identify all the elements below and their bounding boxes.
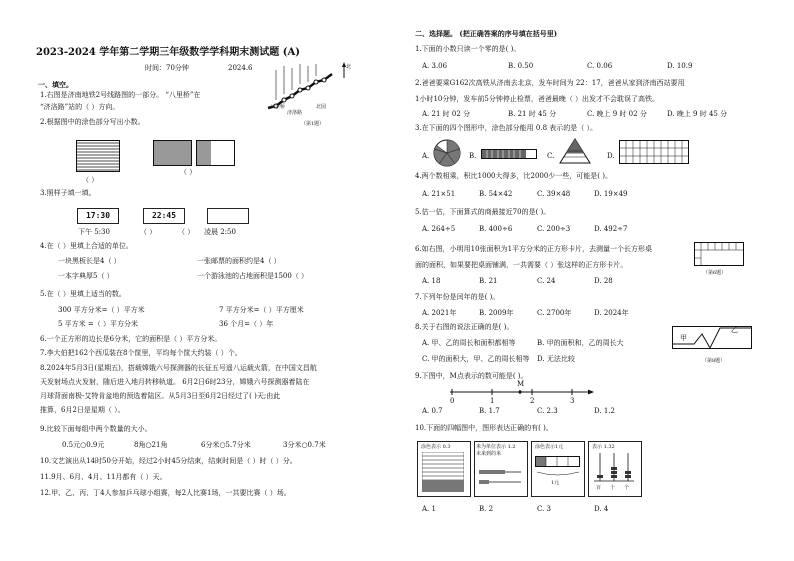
rq9-point-m: M	[517, 380, 525, 388]
rq10-opt-a: A. 1	[422, 505, 436, 513]
rq7-opt-a: A. 2021年	[422, 309, 457, 317]
q8-line4: 推算，6月2日是星期（ ）。	[40, 406, 125, 414]
rq5-opt-c: C. 200÷3	[537, 225, 571, 233]
rq4-opt-b: B. 54×42	[479, 190, 513, 198]
q4-text: 4.在（ ）里填上合适的单位。	[40, 242, 133, 250]
rq10-box-4-label: 表示 1.32	[592, 444, 615, 450]
rq6-opt-d: D. 28	[594, 277, 613, 285]
rq10-box-1-label: 涂色表示 0.3	[421, 444, 451, 450]
q5-item-3: 5 平方米 =（ ）平方分米	[58, 320, 138, 328]
rq1-opt-c: C. 0.06	[587, 62, 613, 70]
q4-item-2: 一张邮票的面积约是4（ ）	[197, 257, 281, 265]
rq10-col-tens: 十	[610, 485, 616, 491]
rq2-opt-c: C. 晚上 9 时 02 分	[587, 110, 647, 118]
q5-item-2: 7 平方分米=（ ）平方厘米	[219, 306, 304, 314]
rq1-opt-b: B. 0.50	[508, 62, 534, 70]
rq8-opt-c: C. 甲的面积大，甲、乙的周长相等	[422, 355, 530, 363]
q7-text: 7.李大伯把162个西瓜装在8个筐里，平均每个筐大约装（ ）个。	[40, 349, 242, 357]
rq9-tick-1: 1	[490, 397, 495, 405]
rq3-bar-figure	[481, 149, 537, 159]
rq4-text: 4.两个数相乘，积比1000大得多，比2000少一些，可能是( )。	[415, 172, 612, 180]
q8-line3: 月球背面南极-艾特肯盆地的预选着陆区。从5月3日至6月2日经过了( )天;由此	[40, 392, 281, 400]
rq5-opt-b: B. 400÷6	[479, 225, 513, 233]
rq10-box-1-strips	[422, 452, 464, 492]
rq6-caption: （第6题）	[703, 270, 727, 276]
rq3-circle-figure	[432, 138, 462, 168]
rq10-box-2-label: 米为单位表示 1.2	[476, 444, 516, 450]
rq8-caption: （第8题）	[702, 358, 726, 364]
map-label-beiyuan: 北园	[316, 104, 327, 110]
q5-item-1: 300 平方分米=（ ）平方米	[58, 306, 145, 314]
rq8-label-yi: 乙	[731, 326, 738, 334]
clock-note-1: 下午 5:30	[78, 228, 110, 236]
q9-item-1: 0.5元○0.9元	[62, 441, 105, 449]
rq2-opt-b: B. 21 时 45 分	[508, 110, 557, 118]
rq7-opt-d: D. 2024年	[594, 309, 629, 317]
q8-line1: 8.2024年5月3日(星期五)，搭载嫦娥六号探测器的长征五号遥八运载火箭，在中国文昌航	[40, 364, 317, 372]
rq3-opt-a: A.	[422, 152, 430, 160]
rq10-box-3-label: 涂色表示1元	[535, 444, 564, 450]
rq9-tick-0: 0	[450, 397, 455, 405]
rq9-opt-d: D. 1.2	[594, 407, 615, 415]
q10-text: 10.文艺演出从14时50分开始，经过2小时45分结束，结束时间是（ ）时（ ）分。	[40, 457, 297, 465]
rq5-opt-d: D. 492÷7	[594, 225, 628, 233]
q9-item-2: 8角○21角	[134, 441, 168, 449]
clock-note-2: （ ）	[140, 228, 157, 236]
rq10-box-3-sub: 1元	[551, 480, 560, 486]
q9-item-3: 6分米○5.7分米	[201, 441, 251, 449]
rq7-text: 7.下列年份是闰年的是( )。	[415, 293, 500, 301]
rq3-triangle-figure	[559, 138, 591, 164]
rq3-text: 3.在下面的四个图形中，涂色部分能用 0.8 表示的是（ ）。	[415, 124, 597, 132]
q2-two-squares	[153, 140, 235, 166]
map-label-balqiao: 八里桥	[270, 104, 286, 110]
q12-text: 12.甲、乙、丙、丁4人参加乒乓球小组赛，每2人比赛1场，一共要比赛（ ）场。	[40, 489, 291, 497]
clock-2: 22:45	[143, 208, 185, 224]
rq10-text: 10.下面的四幅图中，图形表达正确的有( )。	[415, 424, 553, 432]
q11-text: 11.9月、6月、4月、11月都有（ ）天。	[40, 473, 167, 481]
section-2-title: 二、选择题。 (把正确答案的序号填在括号里)	[415, 29, 558, 38]
rq3-opt-c: C.	[547, 152, 555, 160]
rq6-line1: 6.如右图，小明用10张面积为1平方分米的正方形卡片，去测量一个长方形桌	[415, 245, 653, 253]
q3-text: 3.照样子填一填。	[40, 189, 96, 197]
q5-text: 5.在（ ）里填上适当的数。	[40, 290, 126, 298]
rq6-opt-c: C. 24	[537, 277, 556, 285]
rq10-opt-b: B. 2	[479, 505, 494, 513]
exam-title: 2023-2024 学年第二学期三年级数学学科期末测试题 (A)	[36, 47, 300, 58]
rq9-tick-2: 2	[530, 397, 535, 405]
q6-text: 6.一个正方形的边长是6分米，它的面积是（ ）平方分米。	[40, 335, 222, 343]
clock-1: 17:30	[77, 208, 119, 224]
rq3-opt-d: D.	[607, 152, 615, 160]
rq2-line1: 2.爸爸要乘G162次高铁从济南去北京，发车时间为 22：17，爸爸从家到济南西站要用	[415, 79, 685, 87]
rq10-box-2-meter-figure	[477, 460, 523, 490]
q9-text: 9.比较下面每组中两个数量的大小。	[40, 425, 152, 433]
rq2-opt-a: A. 21 时 02 分	[422, 110, 470, 118]
q2-answer-2: （ ）	[180, 168, 197, 176]
rq4-opt-c: C. 39×48	[537, 190, 571, 198]
q1-line1: 1.右图是济南地铁2号线路图的一部分。 “八里桥”在	[40, 91, 201, 99]
rq8-text: 8.关于右图的说法正确的是( )。	[415, 323, 514, 331]
q4-item-4: 一个游泳池的占地面积是1500（ ）	[197, 272, 309, 280]
rq10-box-4-abacus-figure	[592, 451, 636, 483]
rq6-line2: 面的面积，如果要把桌面铺满，一共需要（ ）张这样的正方形卡片。	[415, 261, 628, 269]
rq9-opt-c: C. 2.3	[537, 407, 558, 415]
rq3-grid-figure	[619, 140, 689, 164]
rq3-opt-b: B.	[469, 152, 477, 160]
rq1-opt-d: D. 10.9	[667, 62, 693, 70]
map-caption: （第1题）	[301, 121, 325, 127]
rq6-opt-a: A. 18	[422, 277, 441, 285]
rq1-text: 1.下面的小数只读一个零的是( )。	[415, 45, 521, 53]
rq5-opt-a: A. 264÷5	[422, 225, 456, 233]
rq7-opt-b: B. 2009年	[479, 309, 514, 317]
rq8-label-jia: 甲	[680, 334, 687, 342]
rq8-opt-a: A. 甲、乙的周长和面积都相等	[422, 339, 516, 347]
exam-date: 2024.6	[228, 64, 253, 72]
rq9-opt-a: A. 0.7	[422, 407, 443, 415]
rq10-opt-c: C. 3	[537, 505, 552, 513]
rq6-opt-b: B. 21	[479, 277, 498, 285]
rq10-box-2-sub: 未来到的米	[476, 451, 502, 457]
q9-item-4: 3分米○0.7米	[283, 441, 326, 449]
rq6-table-figure	[694, 242, 744, 266]
right-page	[397, 0, 794, 561]
rq10-col-ones: 个	[624, 485, 630, 491]
q5-item-4: 36 个月=（ ）年	[219, 320, 274, 328]
rq2-line2: 1小时10分钟，发车前5分钟停止检票，爸爸最晚（ ）出发才不会耽误了高铁。	[415, 95, 660, 103]
clock-3	[207, 208, 249, 224]
clock-note-3: （ ）	[178, 228, 195, 236]
rq4-opt-a: A. 21×51	[422, 190, 456, 198]
rq1-opt-a: A. 3.06	[422, 62, 448, 70]
rq9-tick-3: 3	[570, 397, 575, 405]
rq8-opt-d: D. 无法比较	[537, 355, 575, 363]
clock-note-4: 凌晨 2:50	[204, 228, 236, 236]
rq9-opt-b: B. 1.7	[479, 407, 500, 415]
rq2-opt-d: D. 晚上 9 时 45 分	[667, 110, 728, 118]
rq8-opt-b: B. 甲的面积和，乙的周长大	[537, 339, 624, 347]
section-1-title: 一、填空。	[38, 80, 73, 89]
map-label-jiluolu: 济洛路	[287, 110, 303, 116]
rq10-col-hundreds: 百	[596, 485, 602, 491]
rq9-text: 9.下图中，M点表示的数可能是( )。	[415, 372, 528, 380]
q1-line2: “济洛路”站的（ ）方向。	[40, 103, 120, 111]
q4-item-3: 一本字典厚5（ ）	[58, 272, 114, 280]
q2-answer-1: （ ）	[82, 176, 99, 184]
rq10-opt-d: D. 4	[594, 505, 609, 513]
exam-time: 时间：70分钟	[145, 64, 189, 72]
rq4-opt-d: D. 19×49	[594, 190, 628, 198]
rq10-box-3-money-figure	[535, 456, 581, 478]
q8-line2: 天发射场点火发射，随后进入地月转移轨道。 6月2日6时23分，嫦娥六号探测器着陆在	[40, 378, 310, 386]
q2-text: 2.根据图中的涂色部分写出小数。	[40, 118, 145, 126]
svg-text:北: 北	[346, 64, 352, 70]
q2-striped-square	[76, 140, 120, 172]
rq7-opt-c: C. 2700年	[537, 309, 572, 317]
rq5-text: 5.估一估，下面算式的商最接近70的是( )。	[415, 208, 551, 216]
q4-item-1: 一块黑板长是4（ ）	[58, 257, 121, 265]
